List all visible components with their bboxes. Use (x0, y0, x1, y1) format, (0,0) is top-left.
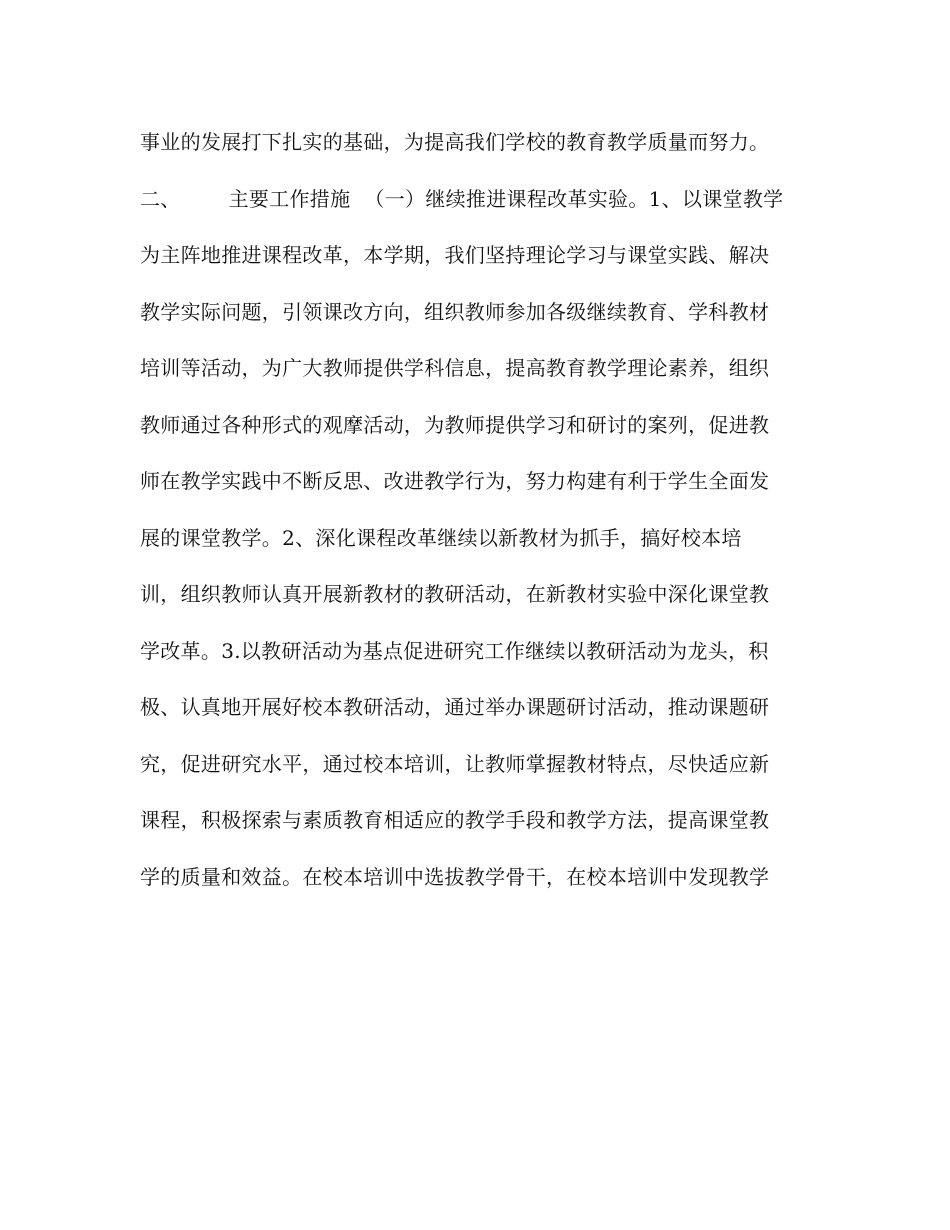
text-line-5: 培训等活动，为广大教师提供学科信息，提高教育教学理论素养，组织 (140, 356, 770, 380)
text-line-4: 教学实际问题，引领课改方向，组织教师参加各级继续教育、学科教材 (140, 299, 770, 324)
section-subheading: （一）继续推进课程改革实验。1、以课堂教学 (364, 186, 784, 211)
text-line-14: 学的质量和效益。在校本培训中选拔教学骨干，在校本培训中发现教学 (140, 864, 770, 889)
document-body (140, 122, 830, 913)
text-line-10: 学改革。3.以教研活动为基点促进研究工作继续以教研活动为龙头，积 (140, 638, 769, 663)
text-line-7: 师在教学实践中不断反思、改进教学行为，努力构建有利于学生全面发 (140, 469, 770, 493)
text-line-8: 展的课堂教学。2、深化课程改革继续以新教材为抓手，搞好校本培 (140, 525, 742, 550)
text-line-11: 极、认真地开展好校本教研活动，通过举办课题研讨活动，推动课题研 (140, 695, 770, 719)
text-line-3: 为主阵地推进课程改革，本学期，我们坚持理论学习与课堂实践、解决 (140, 243, 770, 267)
text-line-13: 课程，积极探索与素质教育相适应的教学手段和教学方法，提高课堂教 (140, 808, 770, 832)
text-line-9: 训，组织教师认真开展新教材的教研活动，在新教材实验中深化课堂教 (140, 582, 770, 606)
section-heading-line (140, 179, 830, 236)
section-number: 二、 (140, 186, 181, 211)
section-title: 主要工作措施 (228, 186, 351, 211)
text-line-1: 事业的发展打下扎实的基础，为提高我们学校的教育教学质量而努力。 (140, 130, 770, 154)
text-line-12: 究，促进研究水平，通过校本培训，让教师掌握教材特点，尽快适应新 (140, 751, 770, 776)
text-line-6: 教师通过各种形式的观摩活动，为教师提供学习和研讨的案列，促进教 (140, 412, 770, 437)
